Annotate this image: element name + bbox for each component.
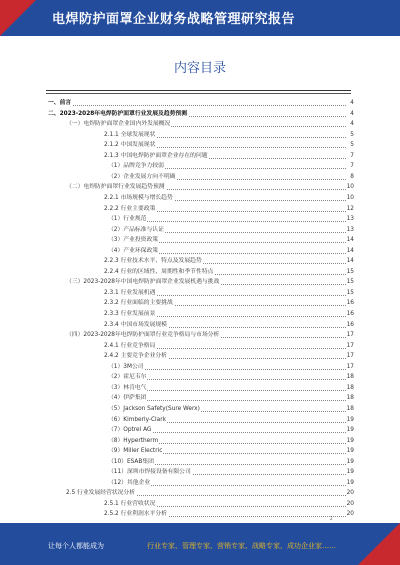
toc-entry-title: （4）产业环保政策: [108, 246, 159, 257]
toc-entry-page: 19: [346, 425, 354, 436]
toc-entry-title: 2.3.1 行业发展机遇: [104, 288, 156, 299]
toc-entry-title: （四）2023-2028年电焊防护面罩行业竞争格局与市场分析: [66, 330, 220, 341]
toc-entry[interactable]: [0, 509, 400, 520]
toc-entry-page: 19: [346, 415, 354, 426]
toc-entry-page: 18: [346, 404, 354, 415]
toc-entry-title: （3）林肯电气: [108, 383, 147, 394]
toc-entry[interactable]: [0, 467, 400, 478]
toc-entry-page: 4: [346, 119, 354, 130]
toc-entry-page: 18: [346, 383, 354, 394]
toc-entry-page: 12: [346, 204, 354, 215]
toc-entry-page: 19: [346, 478, 354, 489]
toc-entry[interactable]: [0, 140, 400, 151]
toc-entry-title: 2.3.3 行业发展前景: [104, 309, 156, 320]
toc-entry-title: 2.5.1 行业营收状况: [104, 499, 156, 510]
toc-entry-page: 19: [346, 436, 354, 447]
toc-entry[interactable]: [0, 457, 400, 468]
toc-entry-page: 16: [346, 320, 354, 331]
bottom-banner-accent: [358, 523, 400, 565]
toc-entry-page: 14: [346, 235, 354, 246]
toc-entry[interactable]: [0, 277, 400, 288]
toc-entry[interactable]: [0, 267, 400, 278]
toc-entry-title: （3）产业投资政策: [108, 235, 159, 246]
toc-entry-page: 5: [346, 130, 354, 141]
toc-entry[interactable]: [0, 172, 400, 183]
toc-entry-page: 19: [346, 446, 354, 457]
toc-entry-title: （1）品牌竞争力较弱: [108, 161, 165, 172]
toc-entry-title: （5）Jackson Safety(Sure Werx): [108, 404, 201, 415]
toc-entry-page: 17: [346, 351, 354, 362]
toc-entry-page: 20: [346, 499, 354, 510]
toc-entry[interactable]: [0, 372, 400, 383]
toc-entry-title: 2.3.4 中国市场发展规模: [104, 320, 168, 331]
toc-entry-page: 10: [346, 182, 354, 193]
toc-entry-page: 7: [346, 161, 354, 172]
toc-entry-title: （1）行业规范: [108, 214, 147, 225]
toc-entry-title: 2.4.1 行业竞争格局: [104, 341, 156, 352]
toc-entry[interactable]: [0, 488, 400, 499]
toc-entry[interactable]: [0, 499, 400, 510]
toc-entry-page: 15: [346, 277, 354, 288]
toc-entry-page: 14: [346, 256, 354, 267]
toc-entry-page: 4: [346, 98, 354, 109]
toc-entry-title: （2）企业发展方向不明确: [108, 172, 176, 183]
toc-entry-title: 2.5.2 行业利润水平分析: [104, 509, 168, 520]
toc-entry-title: 2.2.1 市场规模与增长趋势: [104, 193, 174, 204]
toc-entry-page: 19: [346, 457, 354, 468]
toc-entry-page: 20: [346, 509, 354, 520]
toc-entry[interactable]: [0, 330, 400, 341]
toc-entry-title: 2.4.2 主要竞争企业分析: [104, 351, 168, 362]
toc-entry[interactable]: [0, 446, 400, 457]
toc-entry-title: （2）产品标准与认证: [108, 225, 165, 236]
toc-entry[interactable]: [0, 425, 400, 436]
toc-entry-title: （1）3M公司: [108, 362, 145, 373]
toc-entry[interactable]: [0, 436, 400, 447]
toc-entry-title: （4）伊萨集团: [108, 393, 147, 404]
toc-entry[interactable]: [0, 362, 400, 373]
toc-entry[interactable]: [0, 204, 400, 215]
toc-entry-page: 17: [346, 341, 354, 352]
toc-entry[interactable]: [0, 478, 400, 489]
toc-entry[interactable]: [0, 109, 400, 120]
toc-entry[interactable]: [0, 193, 400, 204]
toc-entry-title: 2.1.1 全球发展现状: [104, 130, 156, 141]
toc-entry-title: （9）Miller Electric: [108, 446, 163, 457]
toc-entry[interactable]: [0, 393, 400, 404]
toc-entry-title: 一、前言: [48, 98, 72, 109]
toc-heading: 内容目录: [173, 61, 226, 76]
toc-entry-title: （7）Optrel AG: [108, 425, 152, 436]
toc-entry[interactable]: [0, 225, 400, 236]
toc-entry-title: （6）Kimberly-Clark: [108, 415, 167, 426]
toc-entry-page: 16: [346, 309, 354, 320]
toc-entry[interactable]: [0, 182, 400, 193]
report-title: 电焊防护面罩企业财务战略管理研究报告: [52, 12, 296, 27]
toc-entry-page: 15: [346, 267, 354, 278]
toc-entry[interactable]: [0, 151, 400, 162]
page-number: 2: [330, 516, 333, 521]
toc-entry-title: 2.2.4 行业的区域性、周期性和季节性特点: [104, 267, 214, 278]
toc-entry-title: （11）深圳市焊接设备有限公司: [108, 467, 192, 478]
toc-entry-title: 2.1.3 中国电焊防护面罩企业存在的问题: [104, 151, 209, 162]
toc-entry-page: 4: [346, 109, 354, 120]
toc-entry-page: 19: [346, 467, 354, 478]
toc-entry-title: （12）其他企业: [108, 478, 151, 489]
toc-entry-page: 14: [346, 246, 354, 257]
toc-entry-page: 20: [346, 488, 354, 499]
toc-entry[interactable]: [0, 161, 400, 172]
toc-entry-page: 5: [346, 140, 354, 151]
toc-entry-title: 2.2.2 行业主要政策: [104, 204, 156, 215]
toc-entry-title: 2.1.2 中国发展现状: [104, 140, 156, 151]
toc-entry[interactable]: [0, 98, 400, 109]
toc-entry-title: （一）电焊防护面罩企业国内外发展概况: [66, 119, 171, 130]
toc-entry[interactable]: [0, 383, 400, 394]
toc-entry-title: 二、2023-2028年电焊防护面罩行业发展及趋势预测: [48, 109, 188, 120]
toc-entry[interactable]: [0, 351, 400, 362]
top-banner-accent: [0, 0, 36, 36]
toc-entry[interactable]: [0, 235, 400, 246]
toc-entry-title: （8）Hypertherm: [108, 436, 159, 447]
toc-entry[interactable]: [0, 309, 400, 320]
toc-entry-page: 7: [346, 151, 354, 162]
toc-entry[interactable]: [0, 415, 400, 426]
toc-entry[interactable]: [0, 119, 400, 130]
heading-divider: [46, 90, 351, 91]
toc-entry[interactable]: [0, 288, 400, 299]
toc-entry-title: 2.2.3 行业技术水平、特点及发展趋势: [104, 256, 203, 267]
toc-entry-page: 8: [346, 172, 354, 183]
toc-entry-page: 17: [346, 362, 354, 373]
toc-entry-title: 2.5 行业发展经营状况分析: [66, 488, 136, 499]
toc-entry-title: （三）2023-2028年中国电焊防护面罩企业发展机遇与挑战: [66, 277, 220, 288]
footer-roles: 行业专家、管理专家、营销专家、战略专家、成功企业家……: [147, 542, 336, 550]
toc-entry-title: （2）霍尼韦尔: [108, 372, 147, 383]
toc-entry[interactable]: [0, 341, 400, 352]
toc-entry-page: 13: [346, 225, 354, 236]
toc-entry[interactable]: [0, 298, 400, 309]
toc-entry-title: （二）电焊防护面罩行业发展趋势预测: [66, 182, 166, 193]
toc-entry-page: 10: [346, 193, 354, 204]
toc-entry-page: 17: [346, 330, 354, 341]
toc-entry[interactable]: [0, 130, 400, 141]
toc-entry[interactable]: [0, 404, 400, 415]
toc-entry[interactable]: [0, 214, 400, 225]
heading-divider-thin: [46, 93, 351, 94]
toc-leader-dots: [48, 105, 350, 106]
toc-entry-page: 18: [346, 372, 354, 383]
toc-entry-page: 13: [346, 214, 354, 225]
toc-entry[interactable]: [0, 256, 400, 267]
toc-entry[interactable]: [0, 246, 400, 257]
toc-entry-title: 2.3.2 行业面临的主要挑战: [104, 298, 174, 309]
toc-entry-page: 16: [346, 298, 354, 309]
toc-entry-page: 18: [346, 393, 354, 404]
footer-slogan: 让每个人都能成为: [48, 542, 104, 550]
toc-entry-page: 15: [346, 288, 354, 299]
toc-entry[interactable]: [0, 320, 400, 331]
toc-entry-title: （10）ESAB集团: [108, 457, 155, 468]
